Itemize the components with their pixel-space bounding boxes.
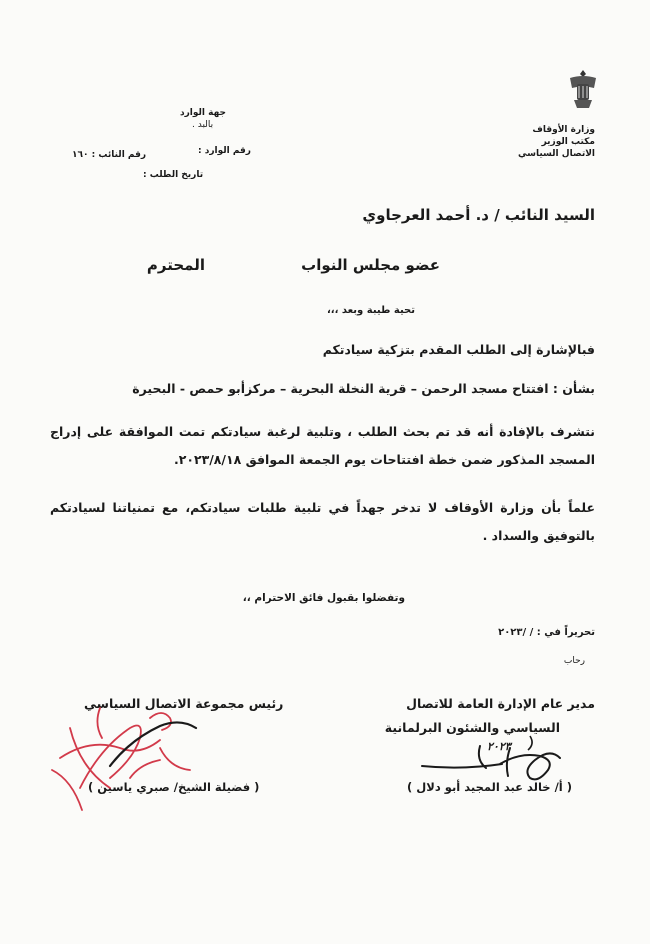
right-signatory-title-1: مدير عام الإدارة العامة للاتصال bbox=[406, 696, 595, 711]
office-name: مكتب الوزير bbox=[541, 137, 595, 147]
reference-line: فبالإشارة إلى الطلب المقدم بتزكية سيادتكم bbox=[322, 342, 595, 357]
paragraph-approval: نتشرف بالإفادة أنه قد تم بحث الطلب ، وتلبية لرغبة سيادتكم تمت الموافقة على إدراج المسجد المذكور ضمن خطة افتتاحات يوم الجمعة الموافق ٢٠٢٣/٨/١٨. bbox=[50, 424, 595, 467]
eagle-emblem-icon bbox=[566, 68, 600, 112]
recipient-line: السيد النائب / د. أحمد العرجاوي bbox=[362, 206, 595, 224]
right-handwritten-signature bbox=[410, 728, 570, 790]
recipient-position: عضو مجلس النواب bbox=[301, 256, 440, 274]
greeting: تحية طيبة وبعد ،،، bbox=[327, 305, 415, 316]
request-date-label: تاريخ الطلب : bbox=[143, 170, 204, 180]
recipient-honorific: المحترم bbox=[146, 256, 205, 274]
issue-date: تحريراً في : / /٢٠٢٣ bbox=[498, 627, 595, 638]
incoming-info-block bbox=[30, 104, 270, 188]
incoming-title: جهة الوارد bbox=[180, 108, 227, 118]
typist-initials: رحاب bbox=[563, 656, 585, 666]
handwritten-date: ٢٠٢٣ bbox=[487, 740, 511, 753]
right-signatory-title-2: السياسي والشئون البرلمانية bbox=[384, 720, 560, 735]
right-signatory-name: ( أ/ خالد عبد المجيد أبو دلال ) bbox=[407, 780, 572, 794]
left-signatory-title: رئيس مجموعة الاتصال السياسي bbox=[84, 696, 284, 711]
left-handwritten-signature bbox=[40, 688, 210, 818]
incoming-number-label: رقم الوارد : bbox=[198, 146, 251, 156]
ministry-header bbox=[495, 124, 595, 160]
paragraph-closing-note: علماً بأن وزارة الأوقاف لا تدخر جهداً في تلبية طلبات سيادتكم، مع تمنياتنا لسيادتكم بالتوفيق والسداد . bbox=[50, 500, 595, 543]
ministry-name: وزارة الأوقاف bbox=[532, 125, 595, 135]
department-name: الاتصال السياسي bbox=[518, 149, 595, 159]
left-signatory-name: ( فضيلة الشيخ/ صبري ياسين ) bbox=[88, 780, 260, 794]
subject-line: بشأن : افتتاح مسجد الرحمن – قرية النخلة البحرية – مركزأبو حمص - البحيرة bbox=[132, 381, 595, 396]
closing-salutation: وتفضلوا بقبول فائق الاحترام ،، bbox=[242, 592, 405, 604]
incoming-subtitle: بالبد . bbox=[192, 120, 214, 130]
deputy-number-label: رقم النائب : ١٦٠ bbox=[72, 150, 147, 160]
